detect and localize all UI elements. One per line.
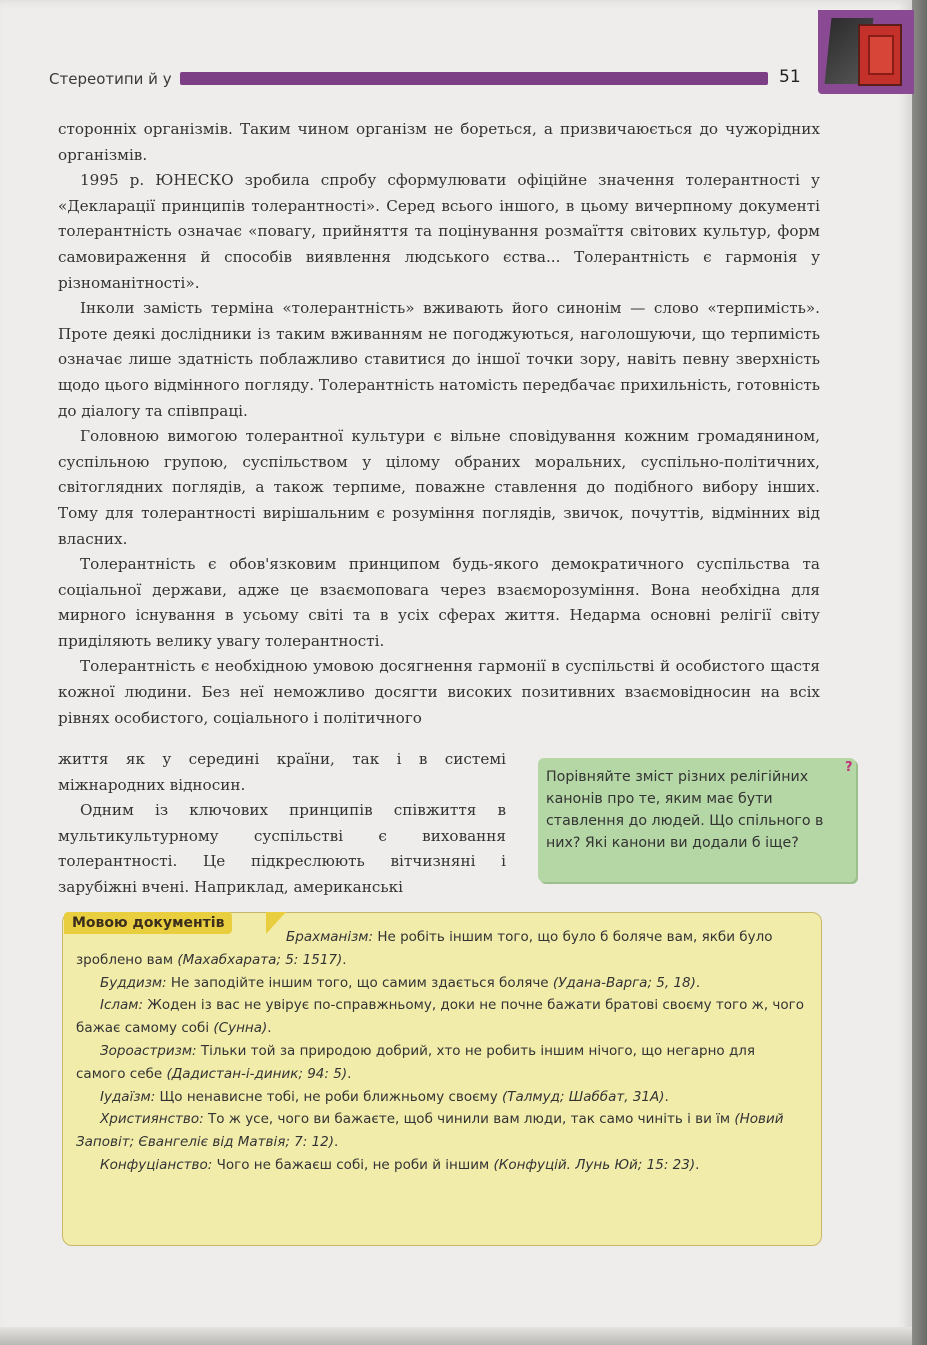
page-bottom-shadow [0,1327,912,1345]
doc-religion: Брахманізм: [286,929,374,945]
corner-tab [818,10,914,94]
doc-religion: Іслам: [100,997,144,1014]
doc-religion: Християнство: [100,1111,204,1128]
running-header-title: Стереотипи й у [49,70,172,88]
doc-source: (Махабхарата; 5: 1517) [177,951,343,968]
doc-entry [76,972,804,995]
doc-source: (Удана-Варга; 5, 18) [552,974,696,991]
doc-religion: Зороастризм: [100,1042,197,1059]
page-edge [912,0,927,1345]
doc-entry [76,1086,804,1109]
doc-tail: . [334,1134,339,1151]
paragraph: сторонніх організмів. Таким чином організм не бореться, а призвичаюється до чужорідних організмів. [58,120,820,164]
doc-religion: Конфуціанство: [100,1156,213,1173]
paragraph: життя як у середині країни, так і в системі міжнародних відносин. [58,750,506,794]
documents-label: Мовою документів [64,912,232,934]
doc-religion: Буддизм: [100,974,167,991]
doc-quote: Не заподійте іншим того, що самим здається боляче [166,974,553,991]
doc-tail: . [267,1020,272,1037]
doc-quote: Не робіть іншим того, що було б боляче вам, якби було зроблено вам [76,929,773,968]
doc-tail: . [342,951,347,968]
doc-source: (Талмуд; Шаббат, 31А) [502,1088,665,1105]
doc-quote: Що ненависне тобі, не роби ближньому своєму [155,1088,502,1105]
paragraph: 1995 р. ЮНЕСКО зробила спробу сформулювати офіційне значення толерантності у «Декларації принципів толерантності». Серед всього іншого, в цьому вичерпному документі толерантність означає «повагу, прийняття та поцінування розмаїття світових культур, форм самовираження й способів виявлення людського єства... Толерантність є гармонія у різноманітності». [58,171,820,292]
doc-entry [76,994,804,1040]
doc-quote: Жоден із вас не увірує по-справжньому, доки не почне бажати братові своєму того ж, чого бажає самому собі [76,997,804,1037]
book-cover-frame [868,35,894,75]
page-number: 51 [779,67,801,87]
doc-source: (Сунна) [213,1020,268,1037]
book-icon-red [858,24,902,86]
doc-entry [76,1154,804,1177]
doc-tail: . [347,1065,352,1082]
question-text: Порівняйте зміст різних релігійних канонів про те, яким має бути ставлення до людей. Що спільного в них? Які канони ви додали б іще? [546,769,824,851]
paragraph: Толерантність є необхідною умовою досягнення гармонії в суспільстві й особистого щастя кожної людини. Без неї неможливо досягти високих позитивних взаємовідносин на всіх рівнях особистого, соціального і політичного [58,657,820,727]
header-accent-bar [180,72,768,85]
doc-entry [76,1040,804,1086]
paragraph: Інколи замість терміна «толерантність» вживають його синонім — слово «терпимість». Проте деякі дослідники із таким вживанням не погоджуються, наголошуючи, що терпимість означає лише здатність поблажливо ставитися до іншої точки зору, навіть певну зверхність щодо цього відмінного погляду. Толерантність натомість передбачає прихильність, готовність до діалогу та співпраці. [58,299,820,420]
doc-entry [76,926,804,972]
doc-quote: Чого не бажаєш собі, не роби й іншим [212,1156,494,1173]
doc-tail: . [695,974,701,991]
doc-tail: . [664,1088,669,1105]
doc-source: (Конфуцій. Лунь Юй; 15: 23) [493,1156,696,1173]
question-box [538,758,856,882]
doc-quote: То ж усе, чого ви бажаєте, щоб чинили вам люди, так само чиніть і ви їм [203,1111,735,1128]
paragraph: Толерантність є обов'язковим принципом будь-якого демократичного суспільства та соціальної держави, адже це взаємоповага через взаєморозуміння. Вона необхідна для мирного існування в усьому світі та в усіх сферах життя. Недарма основні релігії світу приділяють велику увагу толерантності. [58,555,820,650]
doc-religion: Іудаїзм: [100,1088,156,1105]
narrow-text [58,747,506,901]
doc-entry [76,1108,804,1154]
doc-source: (Новий Заповіт; Євангеліє від Матвія; 7: 12) [76,1111,784,1151]
doc-source: (Дадистан-і-диник; 94: 5) [166,1065,348,1082]
paragraph: Одним із ключових принципів співжиття в мультикультурному суспільстві є виховання толерантності. Це підкреслюють вітчизняні і зарубіжні вчені. Наприклад, американські [58,801,506,896]
doc-tail: . [695,1156,700,1173]
question-mark-icon: ? [845,760,853,775]
main-text [58,117,820,731]
paragraph: Головною вимогою толерантної культури є вільне сповідування кожним громадянином, суспільною групою, суспільством у цілому обраних моральних, суспільно-політичних, світоглядних поглядів, а також терпиме, поважне ставлення до подібного вибору інших. Тому для толерантності вирішальним є розуміння поглядів, звичок, почуттів, відмінних від власних. [58,427,820,548]
doc-quote: Тільки той за природою добрий, хто не робить іншим нічого, що негарно для самого себе [76,1042,756,1082]
documents-text [76,926,804,1177]
